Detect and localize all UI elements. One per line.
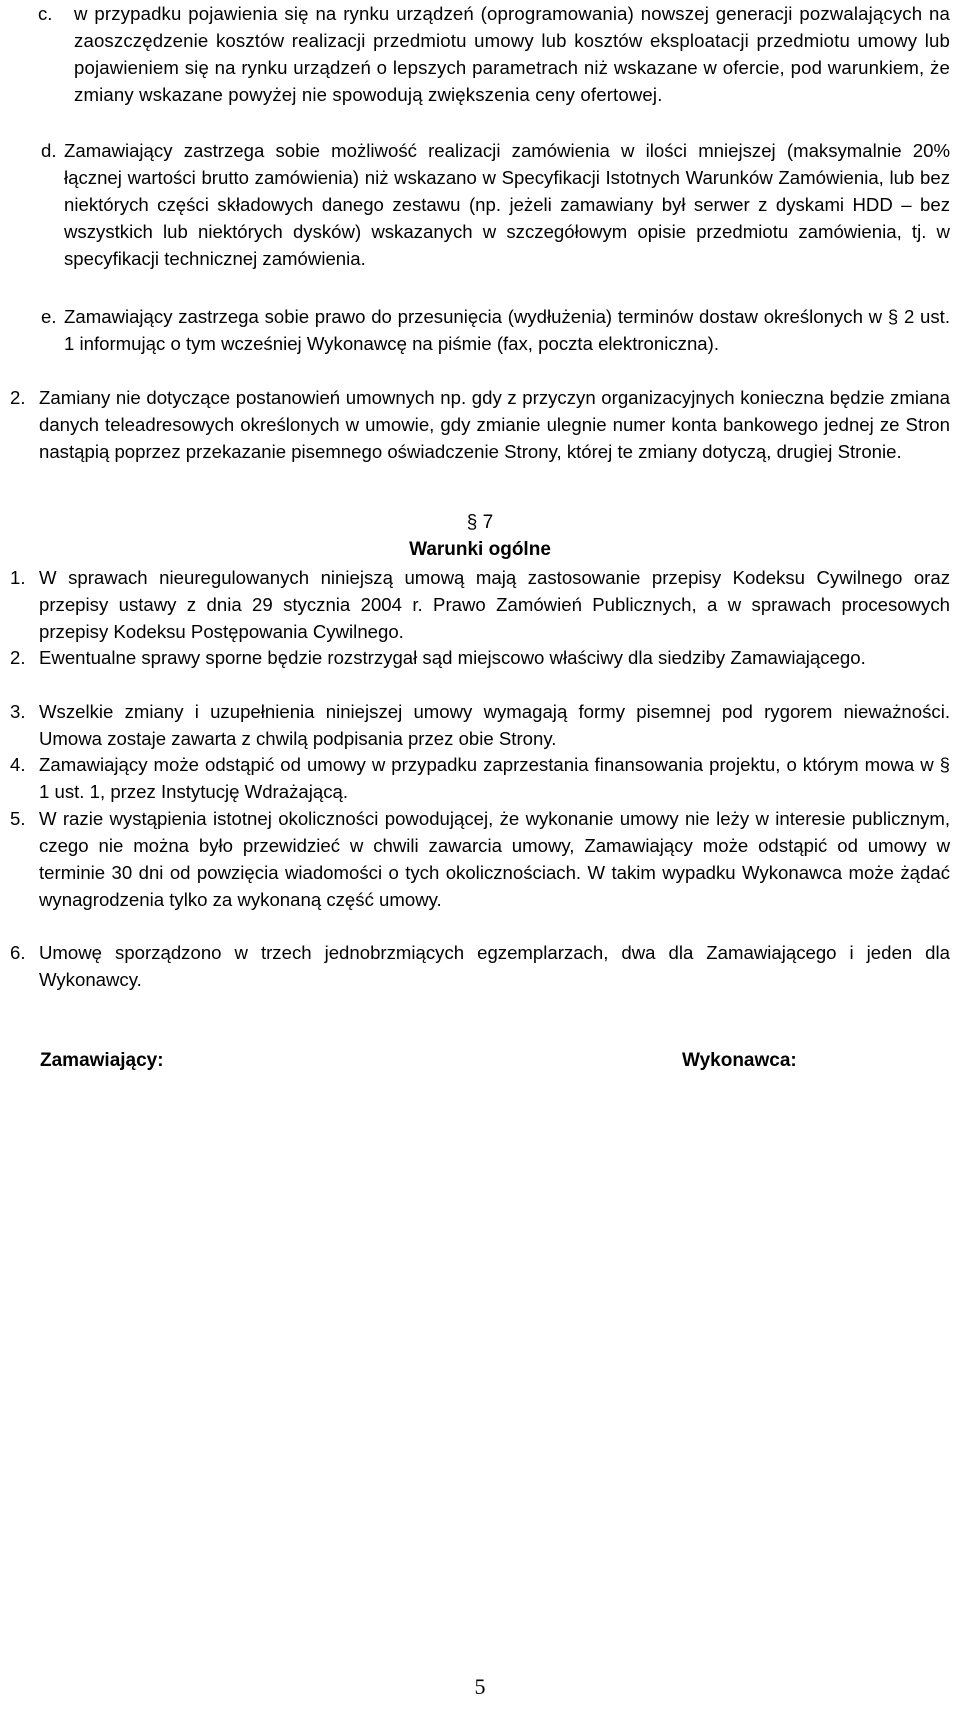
signature-block [0,1050,960,1076]
list-item-text: Ewentualne sprawy sporne będzie rozstrzygał sąd miejscowo właściwy dla siedziby Zamawiającego. [39,647,866,668]
list-item-label: e. [41,306,57,327]
general-item-2 [0,644,950,671]
list-item-label: 2. [10,387,26,408]
general-item-1 [0,564,950,645]
list-item-label: 3. [10,701,26,722]
list-item-e [0,303,950,357]
list-item-label: 4. [10,754,26,775]
general-item-4 [0,751,950,805]
list-item-label: 5. [10,808,26,829]
list-item-label: 1. [10,567,26,588]
list-item-text: Umowę sporządzono w trzech jednobrzmiących egzemplarzach, dwa dla Zamawiającego i jeden dla Wykonawcy. [39,942,950,990]
list-item-text: Wszelkie zmiany i uzupełnienia niniejszej umowy wymagają formy pisemnej pod rygorem nieważności. Umowa zostaje zawarta z chwilą podpisania przez obie Strony. [39,701,950,749]
section-number: § 7 [466,512,494,533]
list-item-text: Zamawiający może odstąpić od umowy w przypadku zaprzestania finansowania projektu, o którym mowa w § 1 ust. 1, przez Instytucję Wdrażającą. [39,754,950,802]
list-item-d [0,137,950,272]
list-item-text: W razie wystąpienia istotnej okoliczności powodującej, że wykonanie umowy nie leży w interesie publicznym, czego nie można było przewidzieć w chwili zawarcia umowy, Zamawiający może odstąpić od umowy w terminie 30 dni od powzięcia wiadomości o tych okolicznościach. W takim wypadku Wykonawca może żądać wynagrodzenia tylko za wykonaną część umowy. [39,808,950,910]
signature-label-contracting-party: Zamawiający: [40,1050,164,1071]
list-item-c [10,0,950,108]
general-item-6 [0,939,950,993]
list-item-label: d. [41,140,57,161]
list-item-2 [0,384,950,465]
signature-label-contractor: Wykonawca: [682,1050,797,1071]
page-number: 5 [474,1674,486,1699]
list-item-text: Zamawiający zastrzega sobie prawo do przesunięcia (wydłużenia) terminów dostaw określonych w § 2 ust. 1 informując o tym wcześniej Wykonawcę na piśmie (fax, poczta elektroniczna). [64,306,950,354]
general-item-3 [0,698,950,752]
general-item-5 [0,805,950,913]
list-item-label: 6. [10,942,26,963]
list-item-text: w przypadku pojawienia się na rynku urządzeń (oprogramowania) nowszej generacji pozwalających na zaoszczędzenie kosztów realizacji przedmiotu umowy lub kosztów eksploatacji przedmiotu umowy lub pojawieniem się na rynku urządzeń o lepszych parametrach niż wskazane w ofercie, pod warunkiem, że zmiany wskazane powyżej nie spowodują zwiększenia ceny ofertowej. [74,3,950,105]
section-title: Warunki ogólne [409,539,551,560]
list-item-text: W sprawach nieuregulowanych niniejszą umową mają zastosowanie przepisy Kodeksu Cywilnego oraz przepisy ustawy z dnia 29 stycznia 2004 r. Prawo Zamówień Publicznych, a w sprawach procesowych przepisy Kodeksu Postępowania Cywilnego. [39,567,950,642]
list-item-label: 2. [10,647,26,668]
list-item-label: c. [38,3,53,24]
list-item-text: Zamawiający zastrzega sobie możliwość realizacji zamówienia w ilości mniejszej (maksymalnie 20% łącznej wartości brutto zamówienia) niż wskazano w Specyfikacji Istotnych Warunków Zamówienia, lub bez niektórych części składowych danego zestawu (np. jeżeli zamawiany był serwer z dyskami HDD – bez wszystkich lub niektórych dysków) wskazanych w szczegółowym opisie przedmiotu zamówienia, tj. w specyfikacji technicznej zamówienia. [64,140,950,269]
list-item-text: Zamiany nie dotyczące postanowień umownych np. gdy z przyczyn organizacyjnych konieczna będzie zmiana danych teleadresowych określonych w umowie, gdy zmianie ulegnie numer konta bankowego jednej ze Stron nastąpią poprzez przekazanie pisemnego oświadczenie Strony, której te zmiany dotyczą, drugiej Stronie. [39,387,950,462]
